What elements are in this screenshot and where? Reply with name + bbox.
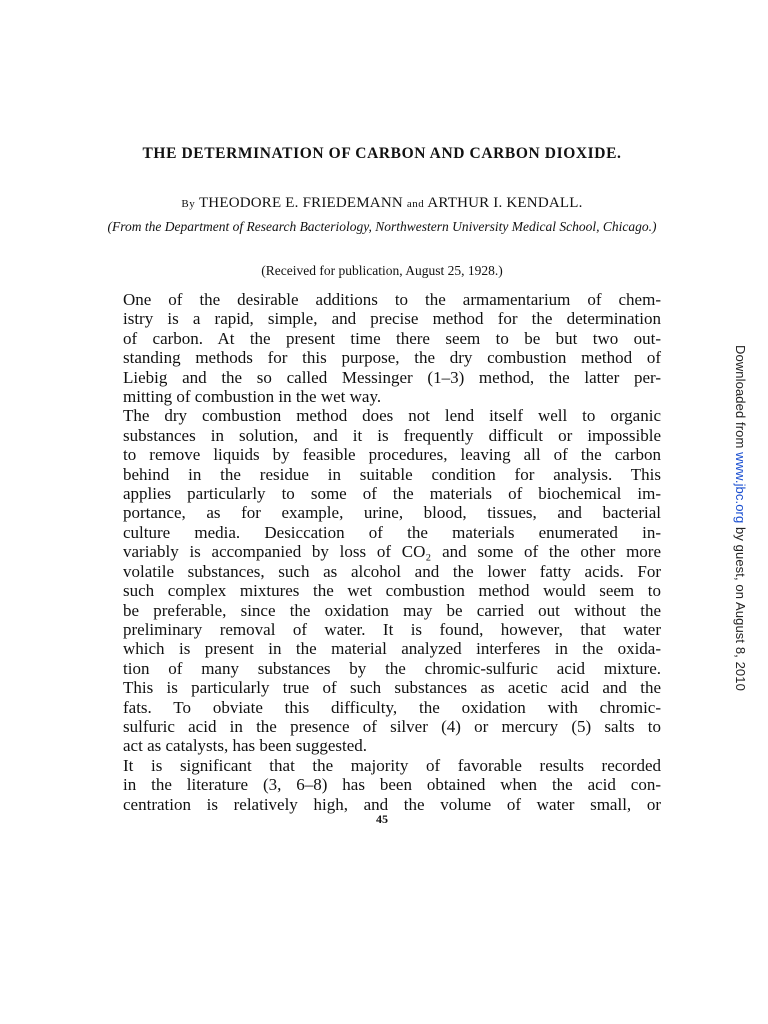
body-line: behind in the residue in suitable condition for analysis. This [123, 464, 661, 484]
byline [104, 195, 660, 212]
body-line: This is particularly true of such substances as acetic acid and the [123, 678, 661, 698]
download-notice-prefix: Downloaded from [733, 345, 748, 449]
body-line: One of the desirable additions to the armamentarium of chem- [123, 290, 661, 309]
byline-and: and [406, 198, 425, 210]
author-1: THEODORE E. FRIEDEMANN [198, 195, 403, 211]
paragraph-3 [104, 756, 661, 814]
page-number: 45 [376, 812, 388, 826]
download-notice-suffix: by guest, on August 8, 2010 [733, 527, 748, 691]
download-source-link[interactable]: www.jbc.org [733, 452, 748, 524]
body-line: variably is accompanied by loss of CO₂ and some of the other more [123, 542, 661, 562]
body-line: tion of many substances by the chromic-sulfuric acid mixture. [123, 658, 661, 678]
body-line: istry is a rapid, simple, and precise method for the determination [123, 309, 661, 329]
body-line: volatile substances, such as alcohol and the lower fatty acids. For [123, 561, 661, 581]
byline-by: By [181, 198, 196, 210]
body-line: centration is relatively high, and the volume of water small, or [123, 794, 661, 814]
paragraph-1 [104, 290, 661, 406]
affiliation: (From the Department of Research Bacteriology, Northwestern University Medical School, Chicago.) [107, 219, 657, 234]
body-line: act as catalysts, has been suggested. [123, 736, 368, 756]
body-line: The dry combustion method does not lend itself well to organic [123, 406, 661, 426]
body-line: in the literature (3, 6–8) has been obtained when the acid con- [123, 775, 661, 795]
body-line: applies particularly to some of the materials of biochemical im- [123, 484, 661, 504]
paragraph-2 [104, 406, 661, 755]
body-line: fats. To obviate this difficulty, the oxidation with chromic- [123, 697, 661, 717]
article-title: THE DETERMINATION OF CARBON AND CARBON DIOXIDE. [142, 145, 622, 162]
body-line: of carbon. At the present time there seem to be but two out- [123, 328, 661, 348]
body-line: which is present in the material analyzed interferes in the oxida- [123, 639, 661, 659]
body-line: Liebig and the so called Messinger (1–3) method, the latter per- [123, 367, 661, 387]
article-body [104, 290, 661, 814]
body-line: It is significant that the majority of favorable results recorded [123, 755, 661, 775]
received-date: (Received for publication, August 25, 1928.) [261, 263, 503, 278]
body-line: sulfuric acid in the presence of silver (4) or mercury (5) salts to [123, 716, 661, 736]
body-line: culture media. Desiccation of the materials enumerated in- [123, 522, 661, 542]
body-line: such complex mixtures the wet combustion method would seem to [123, 581, 661, 601]
body-line: portance, as for example, urine, blood, tissues, and bacterial [123, 503, 661, 523]
body-line: mitting of combustion in the wet way. [123, 387, 382, 407]
body-line: preliminary removal of water. It is found, however, that water [123, 619, 661, 639]
body-line: be preferable, since the oxidation may be carried out without the [123, 600, 661, 620]
download-notice [733, 345, 748, 691]
body-line: standing methods for this purpose, the dry combustion method of [123, 348, 661, 368]
author-2: ARTHUR I. KENDALL. [427, 195, 583, 211]
body-line: substances in solution, and it is frequently difficult or impossible [123, 425, 661, 445]
body-line: to remove liquids by feasible procedures, leaving all of the carbon [123, 445, 661, 465]
